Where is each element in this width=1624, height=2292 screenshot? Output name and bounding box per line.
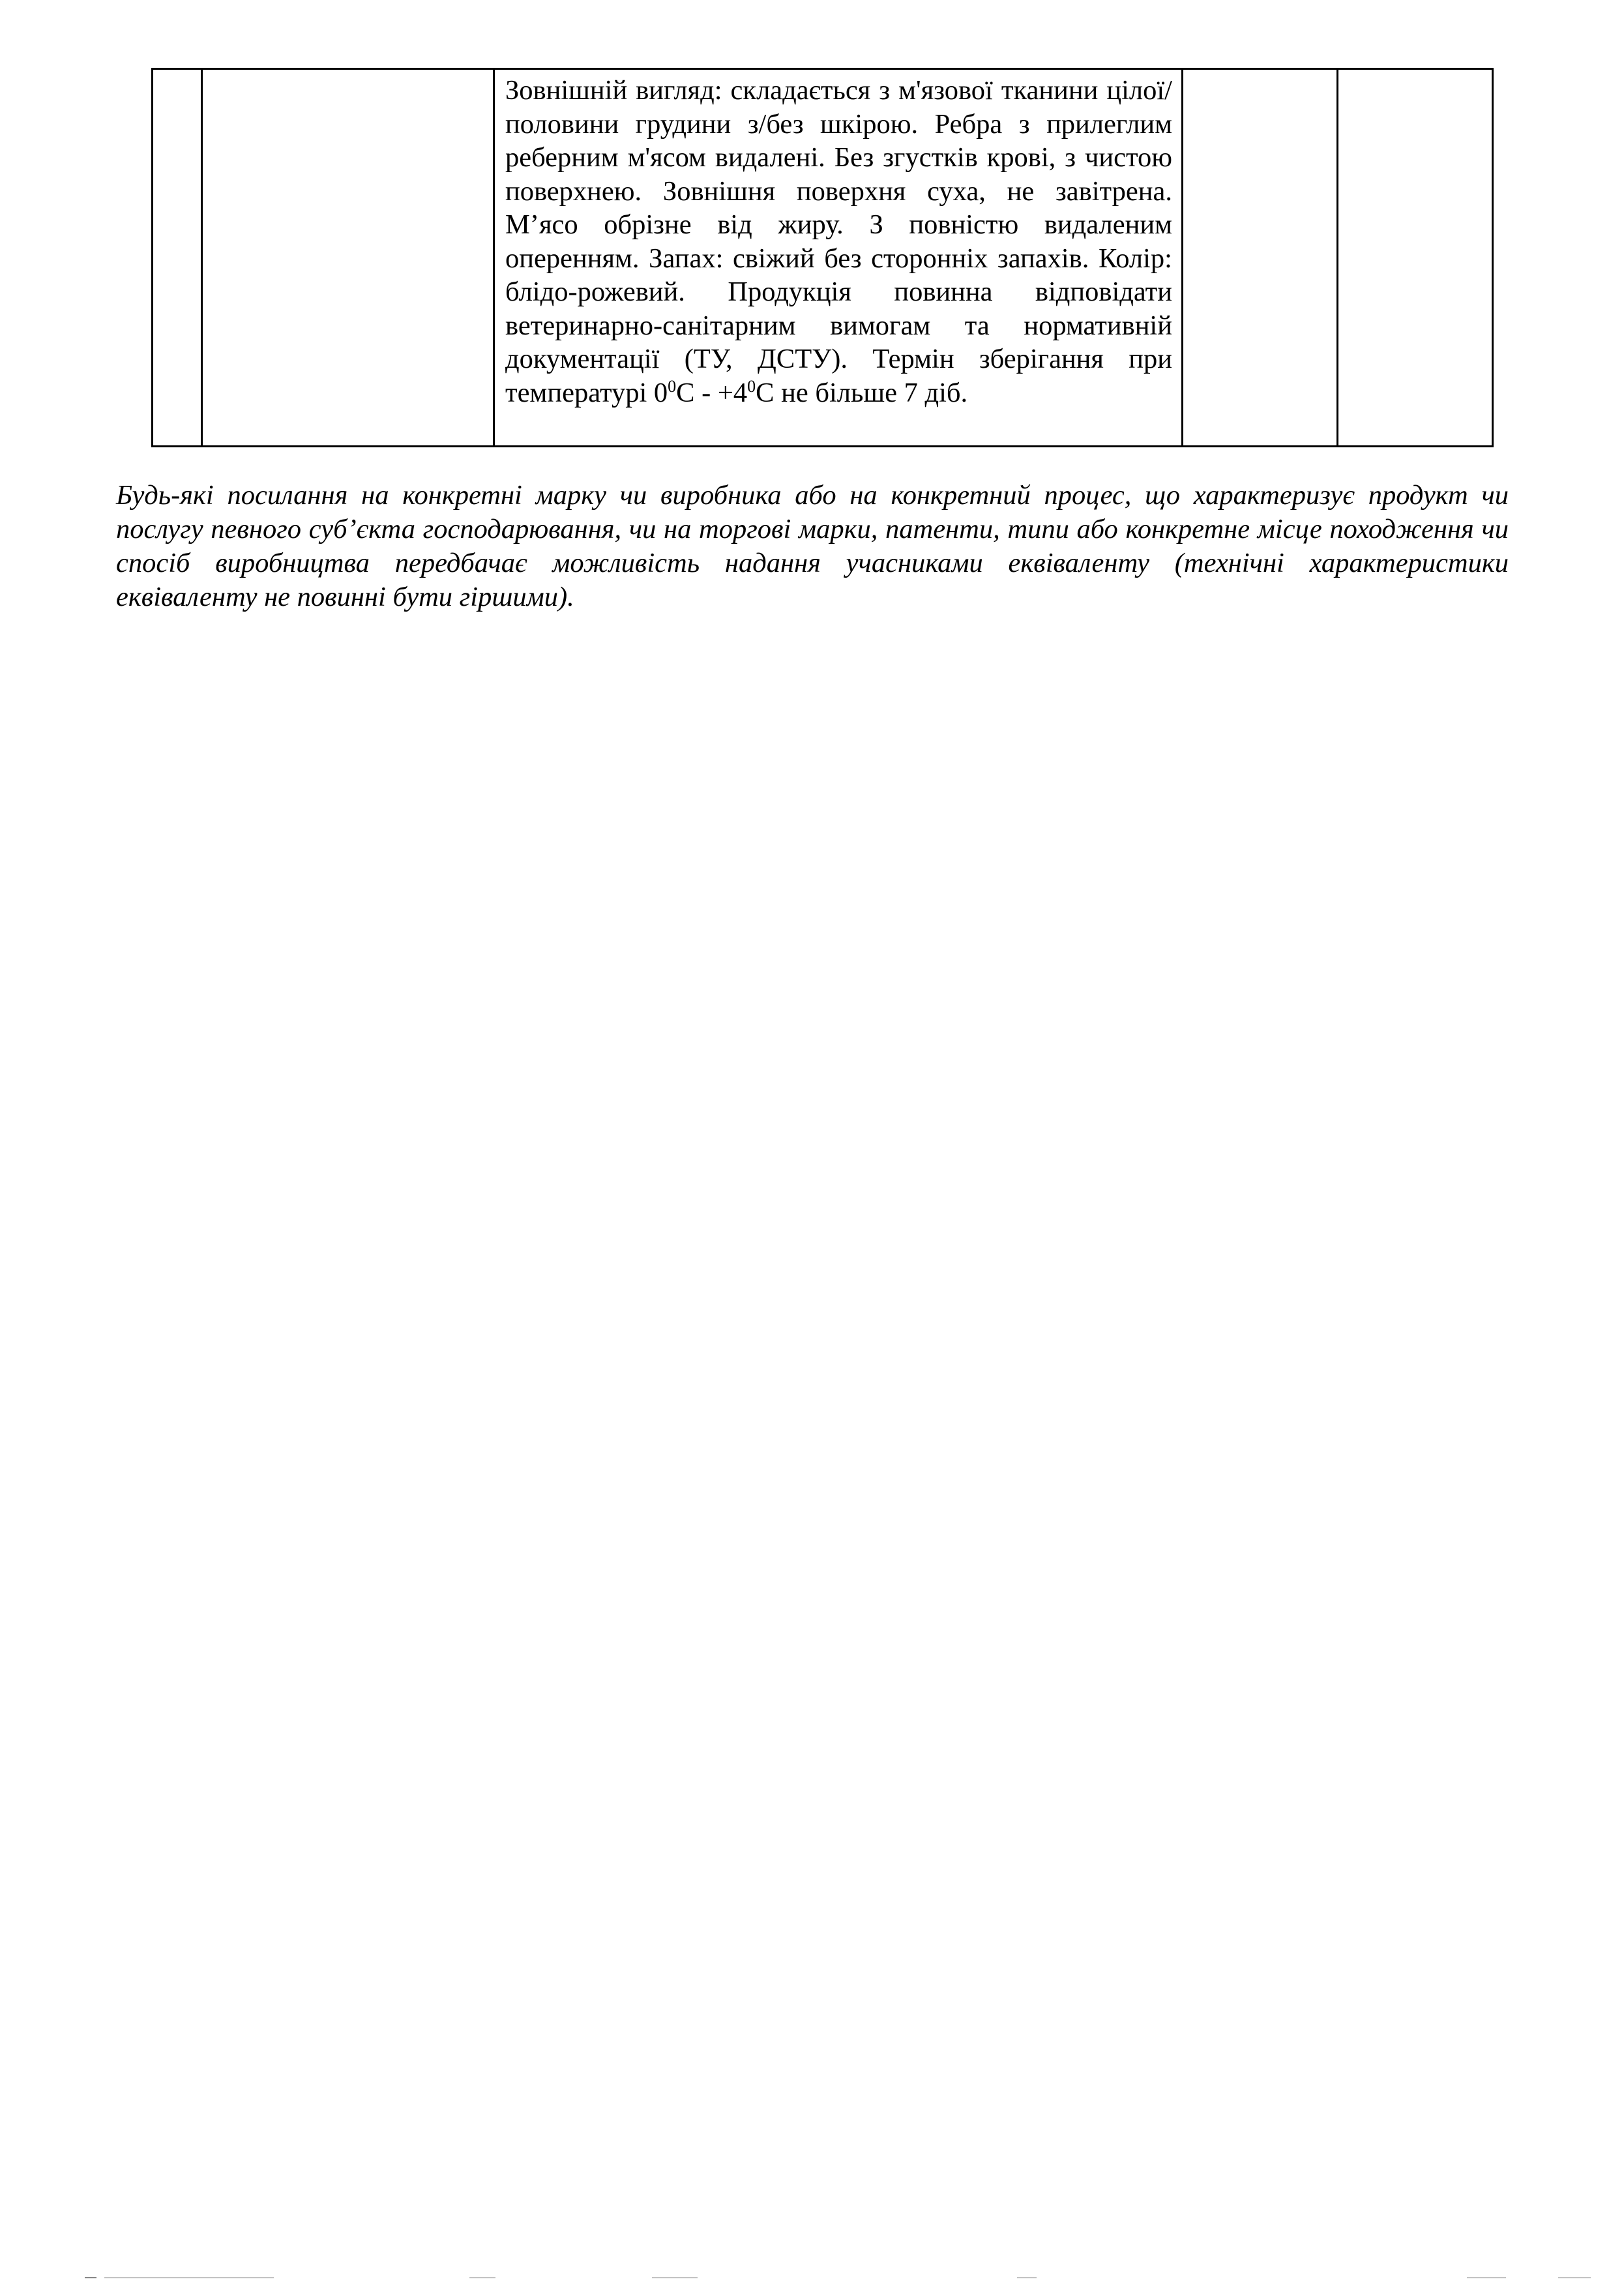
- table-cell-unit: [1183, 69, 1338, 447]
- table-row: [153, 69, 1493, 447]
- table-cell-number: [153, 69, 202, 447]
- table-cell-quantity: [1338, 69, 1493, 447]
- table-cell-description: [494, 69, 1183, 447]
- degree-superscript: 0: [668, 376, 677, 396]
- table-cell-name: [202, 69, 494, 447]
- description-text: Зовнішній вигляд: складається з м'язової тканини цілої/половини грудини з/без шкірою. Ребра з прилеглим реберним м'ясом видалені. Без згустків крові, з чистою поверхнею. Зовнішня поверхня суха, не завітрена. М’ясо обрізне від жиру. З повністю видаленим оперенням. Запах: свіжий без сторонніх запахів. Колір: блідо-рожевий. Продукція повинна відповідати ветеринарно-санітарним вимогам та нормативній документації (ТУ, ДСТУ). Термін зберігання при температурі 0: [505, 75, 1172, 408]
- description-text-storage: С не більше 7 діб.: [756, 377, 968, 408]
- description-text-temp: С - +4: [676, 377, 748, 408]
- degree-superscript: 0: [747, 376, 756, 396]
- scan-noise: [0, 2276, 1624, 2280]
- specification-table: [151, 68, 1494, 447]
- equivalent-note: Будь-які посилання на конкретні марку чи виробника або на конкретний процес, що характеризує продукт чи послугу певного суб’єкта господарювання, чи на торгові марки, патенти, типи або конкретне місце походження чи спосіб виробництва передбачає можливість надання учасниками еквіваленту (технічні характеристики еквіваленту не повинні бути гіршими).: [116, 480, 1509, 612]
